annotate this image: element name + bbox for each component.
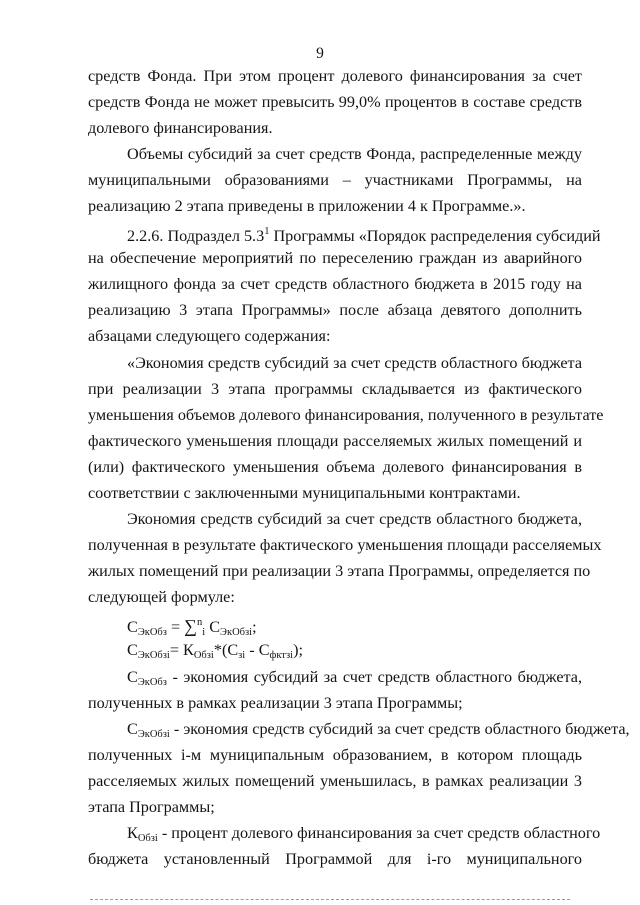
text-line: соответствии с заключенными муниципальными контрактами. (88, 484, 521, 502)
text-line: реализацию 2 этапа приведены в приложении 4 к Программе.». (88, 197, 526, 215)
text-line: муниципальными образованиями – участниками Программы, на (88, 171, 582, 189)
text-line: долевого финансирования. (88, 119, 273, 137)
text-line: этапа Программы; (88, 798, 215, 816)
text-line: расселяемых жилых помещений уменьшилась, в рамках реализации 3 (88, 772, 582, 790)
definition-line: $С_{ЭкОбз}$ - экономия субсидий за счет средств областного бюджета, (127, 668, 583, 688)
text-line: Экономия средств субсидий за счет средств областного бюджета, (127, 510, 582, 528)
text-line: следующей формуле: (88, 588, 235, 606)
text-line: средств Фонда не может превысить 99,0% процентов в составе средств (88, 93, 582, 111)
text-line: при реализации 3 этапа программы складывается из фактического (88, 380, 582, 398)
text-line: фактического уменьшения площади расселяемых жилых помещений и (88, 432, 582, 450)
definition-line: $К_{Обзi}$ - процент долевого финансирования за счет средств областного (127, 824, 601, 844)
text-line: полученная в результате фактического уменьшения площади расселяемых (88, 536, 602, 554)
formula-sum: $С_{ЭкОбз} = \sum^n_i$ $С_{ЭкОбзi}$; (127, 616, 257, 638)
text-line: жилищного фонда за счет средств областного бюджета в 2015 году на (88, 275, 582, 293)
page-number: 9 (316, 45, 324, 62)
text-line: бюджета установленный Программой для i-го муниципального (88, 850, 582, 868)
definition-line: $С_{ЭкОбзi}$ - экономия средств субсидий за счет средств областного бюджета, (127, 720, 630, 740)
section-text: Программы «Порядок распределения субсидий (273, 227, 601, 245)
text-line: полученных i-м муниципальным образованием, в котором площадь (88, 746, 582, 764)
text-line: на обеспечение мероприятий по переселению граждан из аварийного (88, 249, 582, 267)
text-line: Объемы субсидий за счет средств Фонда, распределенные между (127, 145, 582, 163)
section-ref: 2.2.6. Подраздел 5.3 (127, 227, 265, 245)
text-line: (или) фактического уменьшения объема долевого финансирования в (88, 458, 582, 476)
text-line: реализацию 3 этапа Программы» после абзаца девятого дополнить (88, 301, 582, 319)
text-line-section (127, 222, 601, 246)
text-line: абзацами следующего содержания: (88, 327, 331, 345)
sigma-icon: ∑ (184, 616, 197, 636)
text-line: средств Фонда. При этом процент долевого финансирования за счет (88, 67, 582, 85)
text-line: уменьшения объемов долевого финансирования, полученного в результате (88, 406, 604, 424)
text-line: полученных в рамках реализации 3 этапа Программы; (88, 694, 463, 712)
page-edge-rule (90, 899, 570, 900)
superscript: 1 (264, 226, 270, 237)
text-line: «Экономия средств субсидий за счет средств областного бюджета (127, 354, 582, 372)
text-line: жилых помещений при реализации 3 этапа Программы, определяется по (88, 562, 591, 580)
formula-term: $С_{ЭкОбзi}= К_{Обзi}*(С_{зi} - С_{фктзi})$; (127, 641, 303, 661)
